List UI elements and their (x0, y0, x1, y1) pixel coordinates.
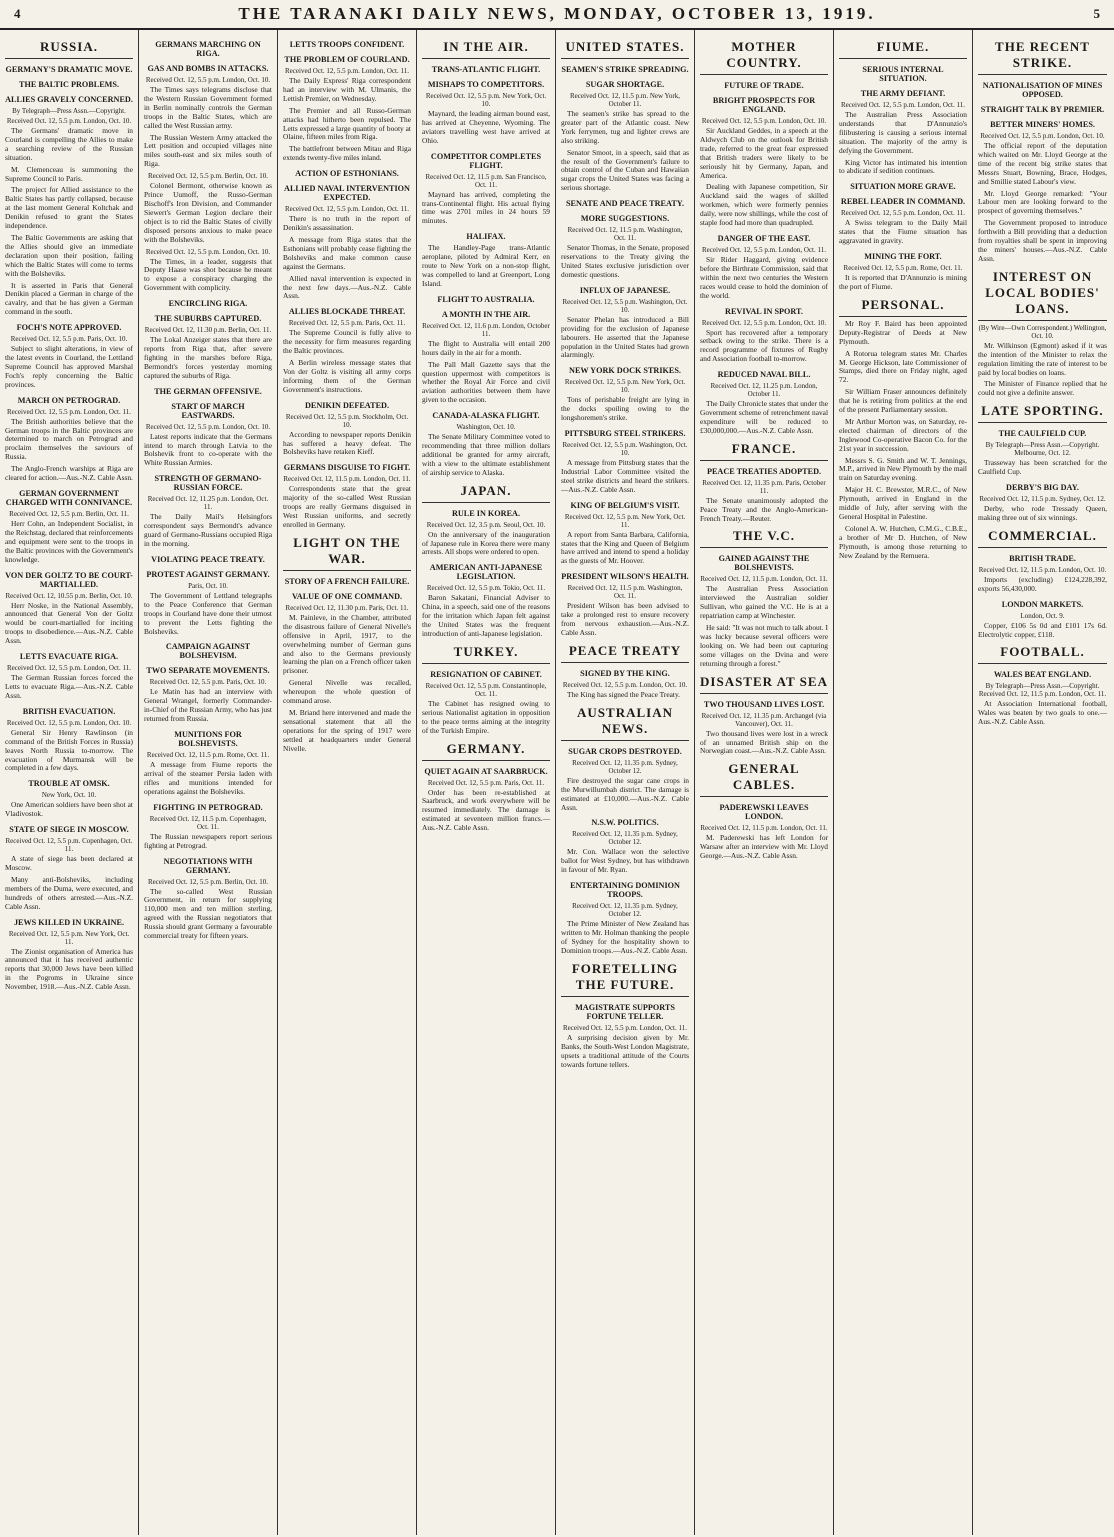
article-headline: VIOLATING PEACE TREATY. (151, 554, 265, 564)
article-headline: MARCH ON PETROGRAD. (17, 395, 121, 405)
dateline: Received Oct. 12, 5.5 p.m. Stockholm, Oct. 10. (285, 412, 409, 429)
article-paragraph: The Cabinet has resigned owing to serious Nationalist agitation in opposition to the peace terms aiming at the integrity of the Turkish Empire. (422, 698, 550, 735)
dateline: Received Oct. 12, 5.5 p.m. London, Oct. 10. (145, 422, 271, 431)
article-headline: WALES BEAT ENGLAND. (993, 670, 1092, 680)
article-paragraph: There is no truth in the report of Denikin's assassination. (283, 214, 411, 233)
dateline: Received Oct. 12, 11.5 p.m. London, Oct. 11. (700, 575, 828, 584)
article-paragraph: He said: "It was not much to talk about. I was lucky because several officers were looking on. We had been out capturing some villages on the Dvina and were returning through a forest." (700, 623, 828, 668)
article-headline: THE PROBLEM OF COURLAND. (284, 55, 410, 64)
dateline: Received Oct. 12, 5.5 p.m. Rome, Oct. 11. (843, 264, 963, 273)
article-headline: LETTS EVACUATE RIGA. (19, 652, 119, 662)
article-headline: THE CAULFIELD CUP. (998, 429, 1087, 439)
article-headline: STRAIGHT TALK BY PREMIER. (980, 105, 1105, 114)
column-1 (0, 30, 139, 1535)
article-headline: PEACE TREATIES ADOPTED. (706, 466, 822, 476)
article-paragraph: M. Paderewski has left London for Warsaw after an interview with Mr. Lloyd George.—Aus.-N.Z. Cable Assn. (700, 833, 828, 861)
article-paragraph: Correspondents state that the great majority of the so-called West Russian troops are really Germans disguised in West Russian uniforms, and secretly enrolled in Germany. (283, 484, 411, 529)
dateline: Received Oct. 12, 5.5 p.m. Berlin, Oct. 10. (148, 172, 268, 181)
article-headline: STORY OF A FRENCH FAILURE. (284, 576, 410, 586)
article-headline: LETTS TROOPS CONFIDENT. (289, 40, 405, 49)
section-heading: RUSSIA. (5, 37, 133, 59)
section-heading: INTEREST ON LOCAL BODIES' LOANS. (978, 267, 1107, 321)
section-heading: GENERAL CABLES. (700, 759, 828, 797)
dateline: Received Oct. 12, 11.35 p.m. Sydney, October 12. (572, 758, 678, 775)
article-paragraph: Sport has recovered after a temporary setback owing to the strike. There is a record programme of fixtures of Rugby and Association football to-morrow. (700, 327, 828, 364)
article-paragraph: The Pall Mall Gazette says that the question uppermost with competitors is whether the Royal Air Force and civil aviation authorities between them have given to the occasion. (422, 359, 550, 405)
dateline: Received Oct. 12, 11.6 p.m. London, October 11. (422, 321, 550, 338)
article-paragraph: Herr Noske, in the National Assembly, announced that General Von der Goltz would be court-martialled for inciting troops to disobedience.—Aus.-N.Z. Cable Assn. (5, 600, 133, 646)
article-paragraph: Sir Rider Haggard, giving evidence before the Birthrate Commission, said that within the next two centuries the Western races would cease to hold the dominion of the world. (700, 254, 828, 300)
article-headline: CANADA-ALASKA FLIGHT. (432, 411, 540, 421)
dateline: Received Oct. 12, 5.5 p.m. London, Oct. 11. (841, 101, 965, 109)
article-headline: THE BALTIC PROBLEMS. (18, 80, 120, 89)
article-headline: ALLIES GRAVELY CONCERNED. (5, 95, 133, 104)
article-headline: PADEREWSKI LEAVES LONDON. (719, 803, 809, 822)
article-headline: BRIGHT PROSPECTS FOR ENGLAND. (712, 96, 816, 114)
section-heading: LIGHT ON THE WAR. (283, 533, 411, 571)
article-headline: DENIKIN DEFEATED. (304, 400, 389, 410)
article-paragraph: A message from Riga states that the Esthonians will probably cease fighting the Bolsheviks and make common cause against the Germans. (283, 234, 411, 271)
dateline: By Telegraph—Press Assn.—Copyright. Melbourne, Oct. 12. (985, 441, 1100, 458)
article-headline: FLIGHT TO AUSTRALIA. (437, 294, 535, 304)
article-paragraph: The Zionist organisation of America has announced that it has received authentic reports that 30,000 Jews have been killed in the Pogroms in Ukraine since November, 1918.—Aus.-N.Z. Cable Assn. (5, 946, 133, 992)
dateline: Received Oct. 12, 5.5 p.m. London, Oct. 10. (701, 117, 827, 125)
dateline: By Telegraph—Press Assn.—Copyright. (12, 107, 126, 115)
article-paragraph: Copper, £106 5s 0d and £101 17s 6d. Electrolytic copper, £118. (978, 620, 1107, 639)
article-paragraph: The Times says telegrams disclose that the Western Russian Government formed in Berlin nominally controls the German troops in the Baltic States, which are called the West Russian army. (144, 85, 272, 130)
article-paragraph: The flight to Australia will entail 200 hours daily in the air for a month. (422, 338, 550, 357)
section-heading: MOTHER COUNTRY. (700, 37, 828, 75)
article-headline: FIGHTING IN PETROGRAD. (153, 802, 263, 812)
article-paragraph: The Australian Press Association interviewed the Australian soldier Sullivan, who gained the V.C. He is at a repatriation camp at Winchester. (700, 584, 828, 621)
article-headline: NEW YORK DOCK STRIKES. (569, 366, 681, 376)
article-headline: BRITISH EVACUATION. (22, 706, 116, 716)
section-heading: THE RECENT STRIKE. (978, 37, 1107, 75)
article-headline: ENTERTAINING DOMINION TROOPS. (570, 881, 680, 900)
article-headline: NATIONALISATION OF MINES OPPOSED. (982, 81, 1103, 99)
article-headline: TWO SEPARATE MOVEMENTS. (146, 666, 270, 676)
page-number-left: 4 (14, 6, 21, 21)
article-paragraph: Maynard has arrived, completing the trans-Continental flight. His actual flying time was 2701 miles in 24 hours 59 minutes. (422, 189, 550, 226)
article-paragraph: The Australian Press Association understands that D'Annunzio's filibustering is causing a serious internal situation. The majority of the army is defying the Government. (839, 110, 967, 155)
dateline: (By Wire—Own Correspondent.) Wellington, Oct. 10. (978, 323, 1107, 340)
article-paragraph: General Sir Henry Rawlinson (in command of the British Forces in Russia) leaves North Russia to-morrow. The evacuation of Murmansk will be completed in a few days. (5, 727, 133, 773)
section-heading: JAPAN. (422, 481, 550, 503)
article-paragraph: It is asserted in Paris that General Denikin placed a German in charge of the cavalry, and that he has given a German command in the south. (5, 280, 133, 317)
page-number-right: 5 (1093, 6, 1100, 21)
dateline: Received Oct. 12, 5.5 p.m. New York, Oct. 11. (564, 512, 686, 529)
article-headline: CAMPAIGN AGAINST BOLSHEVISM. (165, 642, 251, 661)
article-paragraph: A Berlin wireless message states that Von der Goltz is visiting all army corps informing them of the German Government's instructions. (283, 358, 411, 394)
article-paragraph: The Daily Express' Riga correspondent had an interview with M. Ulmanis, the Lettish Premier, on Wednesday. (283, 76, 411, 103)
article-paragraph: The official report of the deputation which waited on Mr. Lloyd George at the time of the recent big strike states that Messrs Stuart, Bowning, Brace, Hodges, and Smillie stated Labour's view. (978, 141, 1107, 186)
article-headline: REDUCED NAVAL BILL. (717, 370, 811, 380)
section-heading: FIUME. (839, 37, 967, 59)
article-paragraph: Derby, who rode Tressady Queen, making three out of six winnings. (978, 504, 1107, 522)
section-heading: COMMERCIAL. (978, 526, 1107, 548)
article-headline: TWO THOUSAND LIVES LOST. (703, 699, 825, 709)
article-paragraph: The Senate Military Committee voted to recommending that three million dollars additional be granted for army aircraft, with a view to the ultimate establishment of airship service to Alaska. (422, 432, 550, 477)
dateline: Received Oct. 12, 5.5 p.m. Paris, Oct. 11. (288, 319, 406, 328)
article-paragraph: Allied naval intervention is expected in the next few days.—Aus.-N.Z. Cable Assn. (283, 273, 411, 301)
article-paragraph: The British authorities believe that the German troops in the Baltic provinces are determined to march on Petrograd and proclaim themselves the saviours of Russia. (5, 416, 133, 462)
article-paragraph: Senator Thomas, in the Senate, proposed reservations to the Treaty giving the United States exclusive jurisdiction over domestic questions. (561, 243, 689, 279)
column-3 (278, 30, 417, 1535)
article-paragraph: A state of siege has been declared at Moscow. (5, 854, 133, 873)
article-paragraph: Messrs S. G. Smith and W. T. Jennings, M.P., arrived in New Plymouth by the mail train on Saturday evening. (839, 455, 967, 483)
section-heading: TURKEY. (422, 642, 550, 664)
dateline: Received Oct. 12, 5.5 p.m. London, Oct. 11. (285, 67, 409, 75)
article-headline: NEGOTIATIONS WITH GERMANY. (163, 856, 253, 875)
article-headline: GERMANY'S DRAMATIC MOVE. (5, 65, 133, 74)
article-headline: MORE SUGGESTIONS. (580, 214, 670, 224)
dateline: Received Oct. 12, 5.5 p.m. Tokio, Oct. 11. (426, 584, 546, 593)
dateline: Paris, Oct. 10. (188, 581, 228, 590)
article-paragraph: M. Clemenceau is summoning the Supreme Council to Paris. (5, 164, 133, 183)
section-heading: PERSONAL. (839, 295, 967, 317)
dateline: Received Oct. 12, 11.5 p.m. London, Oct. 11. (283, 475, 411, 484)
section-heading: FRANCE. (700, 439, 828, 461)
article-paragraph: Baron Sakatani, Financial Adviser to China, in a speech, said one of the reasons for the irritation which Japan felt against the United States was the frequent introduction of anti-Japanese legislation. (422, 593, 550, 638)
article-headline: RESIGNATION OF CABINET. (430, 669, 542, 679)
article-paragraph: Subject to slight alterations, in view of the latest events in Courland, the Lettland Supreme Council has approved Marshal Foch's reply concerning the Baltic provinces. (5, 344, 133, 389)
article-paragraph: A Rotorua telegram states Mr. Charles M. George Hickson, late Commissioner of Stamps, died there on Friday night, aged 72. (839, 348, 967, 385)
section-heading: THE V.C. (700, 526, 828, 548)
dateline: Received Oct. 12, 5.5 p.m. London, Oct. 11. (7, 664, 131, 673)
article-paragraph: Mr Arthur Morton was, on Saturday, re-elected chairman of directors of the Inglewood Co-operative Bacon Co. for the 21st year in succession. (839, 416, 967, 453)
article-headline: PITTSBURG STEEL STRIKERS. (564, 429, 686, 439)
article-headline: DANGER OF THE EAST. (717, 233, 811, 243)
section-heading: LATE SPORTING. (978, 401, 1107, 423)
article-paragraph: The Senate unanimously adopted the Peace Treaty and the Anglo-American-French Treaty.—Reuter. (700, 495, 828, 523)
column-2 (139, 30, 278, 1535)
article-paragraph: It is reported that D'Annunzio is mining the port of Fiume. (839, 273, 967, 291)
section-heading: AUSTRALIAN NEWS. (561, 703, 689, 741)
dateline: Received Oct. 12, 5.5 p.m. London, Oct. 10. (701, 318, 827, 327)
article-headline: STRENGTH OF GERMANO-RUSSIAN FORCE. (154, 474, 262, 493)
section-heading: PEACE TREATY (561, 641, 689, 663)
dateline: Received Oct. 12, 11.30 p.m. Paris, Oct. 11. (285, 603, 409, 612)
columns (0, 30, 1114, 1535)
article-paragraph: The seamen's strike has spread to the greater part of the Atlantic coast. New York ferrymen, tug and lighter crews are also striking. (561, 109, 689, 145)
article-headline: ACTION OF ESTHONIANS. (295, 169, 399, 179)
article-headline: JEWS KILLED IN UKRAINE. (13, 917, 125, 927)
article-paragraph: The Germans' dramatic move in Courland is compelling the Allies to make a searching review of the Russian situation. (5, 126, 133, 162)
dateline: Received Oct. 12, 5.5 p.m. New York, Oct. 11. (8, 929, 130, 946)
article-headline: SUGAR SHORTAGE. (585, 80, 665, 89)
dateline: Received Oct. 12, 11.35 p.m. Paris, October 11. (702, 478, 826, 495)
article-paragraph: Mr. Wilkinson (Egmont) asked if it was the intention of the Minister to relax the regulation limiting the rate of interest to be paid by local bodies on loans. (978, 340, 1107, 377)
article-paragraph: The Prime Minister of New Zealand has written to Mr. Holman thanking the people of Sydney for the hospitality shown to Dominion troops.—Aus.-N.Z. Cable Assn. (561, 919, 689, 955)
article-paragraph: Senator Phelan has introduced a Bill providing for the exclusion of Japanese labourers. He asserted that the Japanese population in the United States had grown alarmingly. (561, 314, 689, 360)
dateline: Received Oct. 12, 5.5 p.m. London, Oct. 11. (841, 209, 965, 218)
article-paragraph: One American soldiers have been shot at Vladivostok. (5, 800, 133, 819)
article-headline: TROUBLE AT OMSK. (28, 779, 110, 789)
article-headline: KING OF BELGIUM'S VISIT. (570, 500, 680, 510)
dateline: Received Oct. 12, 11.5 p.m. London, Oct. 11. (700, 824, 828, 833)
article-headline: MAGISTRATE SUPPORTS FORTUNE TELLER. (575, 1002, 675, 1021)
article-paragraph: Sir Auckland Geddes, in a speech at the Aldwych Club on the outlook for British trade, referred to the great fear expressed that British traders were likely to be seriously hit by Germany, Japan, and America. (700, 126, 828, 180)
article-paragraph: Le Matin has had an interview with General Wrangel, formerly Commander-in-Chief of the Russian Army, who has just returned from Russia. (144, 687, 272, 724)
dateline: Received Oct. 12, 5.5 p.m. London, Oct. 10. (145, 76, 271, 84)
article-paragraph: Dealing with Japanese competition, Sir Auckland said the wages of skilled workmen, which were formerly pennies daily, were now shillings, while the cost of staple food had more than quadrupled. (700, 182, 828, 228)
article-headline: GERMAN GOVERNMENT CHARGED WITH CONNIVANCE. (5, 489, 133, 507)
article-headline: ALLIED NAVAL INTERVENTION EXPECTED. (284, 184, 410, 203)
article-paragraph: The Daily Chronicle states that under the Government scheme of retrenchment naval expenditure will be reduced to £30,000,000.—Aus.-N.Z. Cable Assn. (700, 399, 828, 435)
article-paragraph: Senator Smoot, in a speech, said that as the result of the Government's failure to obtain control of the Cuban and Hawaiian sugar crops the United States was facing a serious shortage. (561, 147, 689, 193)
article-headline: THE SUBURBS CAPTURED. (154, 314, 262, 324)
article-paragraph: A message from Pittsburg states that the Industrial Labor Committee visited the steel strike districts and heard the strikers.—Aus.-N.Z. Cable Assn. (561, 458, 689, 494)
column-7 (834, 30, 973, 1535)
article-headline: THE ARMY DEFIANT. (860, 89, 946, 98)
dateline: Received Oct. 12, 11.5 p.m. Sydney, Oct. 12. (979, 495, 1106, 504)
dateline: Received Oct. 12, 5.5 p.m. Copenhagen, Oct. 11. (5, 837, 133, 854)
article-headline: PROTEST AGAINST GERMANY. (146, 569, 270, 579)
column-5 (556, 30, 695, 1535)
article-paragraph: The German Russian forces forced the Letts to evacuate Riga.—Aus.-N.Z. Cable Assn. (5, 673, 133, 700)
section-heading: FOOTBALL. (978, 642, 1107, 664)
article-headline: BETTER MINERS' HOMES. (990, 120, 1095, 129)
article-paragraph: Mr. Con. Wallace won the selective ballot for West Sydney, but has withdrawn in favour of Mr. Ryan. (561, 847, 689, 875)
dateline: Received Oct. 12, 5.5 p.m. London, Oct. 10. (980, 132, 1105, 140)
column-6 (695, 30, 834, 1535)
article-headline: HALIFAX. (466, 232, 506, 242)
article-headline: COMPETITOR COMPLETES FLIGHT. (430, 151, 542, 170)
article-paragraph: The Lokal Anzeiger states that there are reports from Riga that, after severe fighting in the marshes before Riga, Bermondt's forces yesterday morning captured the suburbs of Riga. (144, 335, 272, 380)
article-paragraph: Many anti-Bolsheviks, including members of the Duma, were executed, and hundreds of others arrested.—Aus.-N.Z. Cable Assn. (5, 874, 133, 911)
dateline: Received Oct. 12, 11.5 p.m. Washington, Oct. 11. (567, 226, 683, 243)
dateline: Received Oct. 12, 11.35 p.m. Sydney, October 12. (572, 830, 678, 847)
column-4 (417, 30, 556, 1535)
dateline: By Telegraph—Press Assn.—Copyright. Received Oct. 12, 11.5 p.m. London, Oct. 11. (978, 682, 1107, 699)
article-headline: GAINED AGAINST THE BOLSHEVISTS. (718, 554, 810, 573)
column-8 (973, 30, 1112, 1535)
article-paragraph: The Handley-Page trans-Atlantic aeroplane, piloted by Admiral Kerr, en route to New York on a non-stop flight, was compelled to land at Greenport, Long Island. (422, 243, 550, 288)
article-paragraph: Colonel Bermont, otherwise known as Prince Uumoff, the Russo-German Bischoff's Iron Division, and Commander Siewert's German Legion declare their object is to rid the Baltic States of civilly disposed persons anxious to make peace with the Bolsheviks. (144, 181, 272, 244)
section-heading: IN THE AIR. (422, 37, 550, 59)
article-headline: INFLUX OF JAPANESE. (579, 285, 671, 295)
article-paragraph: A report from Santa Barbara, California, states that the King and Queen of Belgium have arrived and intend to spend a holiday as the guests of Mr. Hoover. (561, 529, 689, 566)
article-paragraph: The Russian Western Army attacked the Lett position and occupied villages nine miles south-east and six miles south of Riga. (144, 132, 272, 169)
article-paragraph: A surprising decision given by Mr. Banks, the South-West London Magistrate, upsets a traditional attitude of the Courts towards fortune tellers. (561, 1032, 689, 1069)
dateline: Received Oct. 12, 5.5 p.m. London, Oct. 10. (562, 680, 688, 689)
dateline: Received Oct. 12, 5.5 p.m. Berlin, Oct. 11. (9, 510, 129, 518)
article-paragraph: The Supreme Council is fully alive to the necessity for firm measures regarding the Baltic provinces. (283, 328, 411, 356)
article-paragraph: The King has signed the Peace Treaty. (567, 689, 681, 699)
dateline: Received Oct. 12, 5.5 p.m. Washington, Oct. 10. (562, 297, 688, 314)
article-paragraph: The Minister of Finance replied that he could not give a definite answer. (978, 379, 1107, 398)
dateline: London, Oct. 9. (1020, 611, 1065, 620)
article-paragraph: Fire destroyed the sugar cane crops in the Murwillumbah district. The damage is estimated at £10,000.—Aus.-N.Z. Cable Assn. (561, 775, 689, 812)
dateline: Received Oct. 12, 11.5 p.m. New York, October 11. (570, 92, 680, 108)
section-heading: GERMANY. (422, 739, 550, 761)
article-paragraph: The Government of Lettland telegraphs to the Peace Conference that German troops in Courland have done their utmost to prevent the Letts fighting the Bolsheviks. (144, 590, 272, 636)
article-headline: ALLIES BLOCKADE THREAT. (288, 307, 406, 317)
article-headline: AMERICAN ANTI-JAPANESE LEGISLATION. (429, 563, 543, 582)
article-paragraph: The Baltic Governments are asking that the Allies should give an immediate declaration upon their position, failing which the Baltic States will come to terms with the Bolsheviks. (5, 232, 133, 278)
dateline: Received Oct. 12, 5.5 p.m. New York, Oct. 10. (564, 378, 686, 395)
dateline: Received Oct. 12, 11.5 p.m. San Francisco, Oct. 11. (425, 172, 547, 189)
article-paragraph: Latest reports indicate that the Germans intend to march through Latvia to the Bolshevik front to co-operate with the White Russian Armies. (144, 431, 272, 468)
article-headline: START OF MARCH EASTWARDS. (171, 401, 245, 420)
article-headline: GERMANS MARCHING ON RIGA. (155, 40, 261, 58)
dateline: Received Oct. 12, 5.5 p.m. Paris, Oct. 11. (427, 778, 545, 787)
article-headline: REBEL LEADER IN COMMAND. (840, 197, 966, 207)
article-paragraph: General Nivelle was recalled, whereupon the whole question of command arose. (283, 678, 411, 706)
article-paragraph: Trasseway has been scratched for the Caulfield Cup. (978, 458, 1107, 477)
article-headline: FOCH'S NOTE APPROVED. (16, 323, 122, 333)
article-paragraph: The Times, in a leader, suggests that Deputy Haase was shot because he meant to expose a conspiracy charging the Government with complicity. (144, 256, 272, 293)
article-headline: MUNITIONS FOR BOLSHEVISTS. (174, 730, 242, 749)
article-headline: VALUE OF ONE COMMAND. (291, 591, 403, 601)
article-paragraph: Maynard, the leading airman bound east, has arrived at Cheyenne, Wyoming. The aviators travelling west have arrived at Ohio. (422, 109, 550, 145)
article-paragraph: Order has been re-established at Saarbruck, and work everywhere will be resumed immediately. The damage is estimated at seventeen million francs.—Aus.-N.Z. Cable Assn. (422, 787, 550, 833)
article-headline: SITUATION MORE GRAVE. (850, 182, 956, 192)
article-paragraph: The Premier and all Russo-German attacks had hitherto been repulsed. The Letts expressed a large quantity of booty at Olaine, fifteen miles from Riga. (283, 105, 411, 142)
article-headline: N.S.W. POLITICS. (591, 818, 659, 828)
dateline: Received Oct. 12, 3.5 p.m. Seoul, Oct. 10. (426, 520, 546, 529)
article-headline: QUIET AGAIN AT SAARBRUCK. (424, 766, 548, 776)
article-headline: A MONTH IN THE AIR. (441, 309, 531, 319)
dateline: Received Oct. 12, 11.5 p.m. Rome, Oct. 11. (146, 751, 270, 760)
article-paragraph: Tons of perishable freight are lying in the docks spoiling owing to the longshoremen's strike. (561, 395, 689, 423)
masthead (0, 0, 1114, 30)
dateline: Received Oct. 12, 5.5 p.m. London, Oct. 11. (7, 407, 131, 416)
section-heading: FORETELLING THE FUTURE. (561, 959, 689, 997)
article-paragraph: On the anniversary of the inauguration of Japanese rule in Korea there were many arrests. All shops were ordered to open. (422, 529, 550, 557)
article-headline: LONDON MARKETS. (1001, 599, 1084, 609)
dateline: Received Oct. 12, 11.35 p.m. Sydney, October 12. (572, 902, 678, 919)
article-paragraph: King Victor has intimated his intention to abdicate if sedition continues. (839, 157, 967, 176)
article-paragraph: M. Briand here intervened and made the sensational statement that all the operations for the spring of 1917 were settled at headquarters under General Nivelle. (283, 707, 411, 753)
article-paragraph: Major H. C. Brewster, M.R.C., of New Plymouth, arrived in England in the middle of July, after serving with the General Hospital in Palestine. (839, 485, 967, 521)
article-paragraph: Imports (excluding) £124,228,392, exports 56,430,000. (978, 574, 1107, 593)
article-paragraph: The Daily Mail's Helsingfors correspondent says Bermondt's advance guard of Germano-Russians occupied Riga in the morning. (144, 512, 272, 548)
article-paragraph: A message from Fiume reports the arrival of the steamer Persia laden with rifles and munitions intended for operations against the Bolsheviks. (144, 760, 272, 796)
dateline: Washington, Oct. 10. (456, 423, 516, 432)
article-headline: BRITISH TRADE. (1009, 553, 1076, 563)
article-headline: TRANS-ATLANTIC FLIGHT. (431, 65, 541, 74)
article-headline: SIGNED BY THE KING. (580, 668, 670, 678)
dateline: Received Oct. 12, 5.5 p.m. London, Oct. 11. (285, 205, 409, 214)
dateline: New York, Oct. 10. (41, 791, 97, 800)
newspaper-title: THE TARANAKI DAILY NEWS, MONDAY, OCTOBER 13, 1919. (238, 4, 876, 23)
article-headline: PRESIDENT WILSON'S HEALTH. (561, 572, 689, 582)
section-heading: DISASTER AT SEA (700, 672, 828, 694)
dateline: Received Oct. 12, 5.5 p.m. Constantinople, Oct. 11. (425, 681, 547, 698)
article-headline: ENCIRCLING RIGA. (168, 299, 248, 309)
article-paragraph: The Government proposed to introduce forthwith a Bill providing that a deduction from royalties shall be spent in improving the miners' houses.—Aus.-N.Z. Cable Assn. (978, 218, 1107, 263)
article-paragraph: A Swiss telegram to the Daily Mail states that the Fiume situation has aggravated in gravity. (839, 218, 967, 246)
article-headline: MISHAPS TO COMPETITORS. (427, 80, 545, 89)
dateline: Received Oct. 12, 11.5 p.m. London, Oct. 10. (978, 565, 1107, 574)
article-headline: STATE OF SIEGE IN MOSCOW. (9, 825, 129, 835)
article-headline: DERBY'S BIG DAY. (1006, 483, 1079, 493)
article-headline: GAS AND BOMBS IN ATTACKS. (147, 64, 269, 73)
dateline: Received Oct. 12, 5.5 p.m. New York, Oct. 10. (425, 92, 547, 108)
dateline: Received Oct. 12, 5.5 p.m. Washington, Oct. 10. (562, 441, 688, 458)
section-heading: UNITED STATES. (561, 37, 689, 59)
dateline: Received Oct. 12, 11.25 p.m. London, Oct. 11. (147, 495, 269, 512)
dateline: Received Oct. 12, 11.30 p.m. Berlin, Oct. 11. (144, 326, 272, 335)
article-paragraph: The Anglo-French warships at Riga are cleared for action.—Aus.-N.Z. Cable Assn. (5, 464, 133, 483)
dateline: Received Oct. 12, 10.55 p.m. Berlin, Oct. 10. (5, 591, 133, 600)
article-paragraph: Mr. Lloyd George remarked: "Your Labour men are looking forward to the prospect of governing themselves." (978, 188, 1107, 216)
article-paragraph: According to newspaper reports Denikin has suffered a heavy defeat. The Bolsheviks have retaken Kieff. (283, 429, 411, 457)
article-headline: SUGAR CROPS DESTROYED. (568, 746, 682, 756)
article-paragraph: President Wilson has been advised to take a prolonged rest to ensure recovery from nervous exhaustion.—Aus.-N.Z. Cable Assn. (561, 601, 689, 637)
article-paragraph: The project for Allied assistance to the Baltic States has partly collapsed, because at the last moment General Koltchak and Denikin refused to grant the States independence. (5, 185, 133, 231)
dateline: Received Oct. 12, 5.5 p.m. Paris, Oct. 10. (10, 335, 128, 344)
dateline: Received Oct. 12, 5.5 p.m. London, Oct. 10. (145, 247, 271, 256)
article-headline: GERMANS DISGUISE TO FIGHT. (283, 463, 411, 473)
dateline: Received Oct. 12, 11.25 p.m. London, October 11. (710, 382, 818, 399)
article-headline: FUTURE OF TRADE. (724, 81, 804, 90)
article-paragraph: Two thousand lives were lost in a wreck of an unnamed British ship on the Norwegian coast.—Aus.-N.Z. Cable Assn. (700, 728, 828, 756)
dateline: Received Oct. 12, 11.35 p.m. Archangel (via Vancouver), Oct. 11. (701, 711, 827, 728)
article-paragraph: The Russian newspapers report serious fighting at Petrograd. (144, 831, 272, 850)
article-headline: THE GERMAN OFFENSIVE. (154, 386, 262, 396)
article-paragraph: The so-called West Russian Government, in return for supplying 110,000 men and ten million sterling, agreed with the Russian negotiators that Russia should grant Germany a favourable commercial treaty for fifteen years. (144, 886, 272, 941)
article-headline: SEAMEN'S STRIKE SPREADING. (561, 65, 689, 74)
dateline: Received Oct. 12, 5.5 p.m. London, Oct. 10. (6, 718, 132, 727)
article-paragraph: M. Painleve, in the Chamber, attributed the disastrous failure of General Nivelle's offensive in April, 1917, to the overwhelming number of German guns and also to the Germans previously learning the plan on a French officer taken prisoner. (283, 612, 411, 676)
dateline: Received Oct. 12, 11.5 p.m. Washington, Oct. 11. (567, 584, 683, 601)
article-paragraph: Herr Cohn, an Independent Socialist, in the Reichstag, declared that reinforcements and equipment were sent to the troops in the Baltic provinces with the Government's knowledge. (5, 519, 133, 564)
dateline: Received Oct. 12, 5.5 p.m. London, Oct. 10. (6, 117, 132, 125)
article-headline: REVIVAL IN SPORT. (725, 306, 803, 316)
article-headline: RULE IN KOREA. (451, 508, 520, 518)
article-headline: MINING THE FORT. (864, 252, 942, 262)
article-headline: SERIOUS INTERNAL SITUATION. (862, 65, 944, 83)
article-paragraph: Colonel A. W. Hutchen, C.M.G., C.B.E., a brother of Mr D. Hutchen, of New Plymouth, is among those returning to New Zealand by the Remuera. (839, 523, 967, 560)
dateline: Received Oct. 12, 5.5 p.m. Berlin, Oct. 10. (148, 877, 268, 886)
article-paragraph: Sir William Fraser announces definitely that he is retiring from politics at the end of the present Parliamentary session. (839, 387, 967, 415)
dateline: Received Oct. 12, 5.5 p.m. London, Oct. 11. (702, 245, 826, 254)
article-headline: SENATE AND PEACE TREATY. (566, 199, 684, 209)
dateline: Received Oct. 12, 11.5 p.m. Copenhagen, Oct. 11. (149, 814, 267, 831)
dateline: Received Oct. 12, 5.5 p.m. London, Oct. 11. (563, 1023, 687, 1032)
article-headline: VON DER GOLTZ TO BE COURT-MARTIALLED. (5, 570, 133, 589)
article-paragraph: At Association International football, Wales was beaten by two goals to one.—Aus.-N.Z. Cable Assn. (978, 699, 1107, 727)
article-paragraph: Mr Roy F. Baird has been appointed Deputy-Registrar of Deeds at New Plymouth. (839, 318, 967, 346)
dateline: Received Oct. 12, 5.5 p.m. Paris, Oct. 10. (149, 678, 267, 687)
article-paragraph: The battlefront between Mitau and Riga extends twenty-five miles inland. (283, 144, 411, 163)
